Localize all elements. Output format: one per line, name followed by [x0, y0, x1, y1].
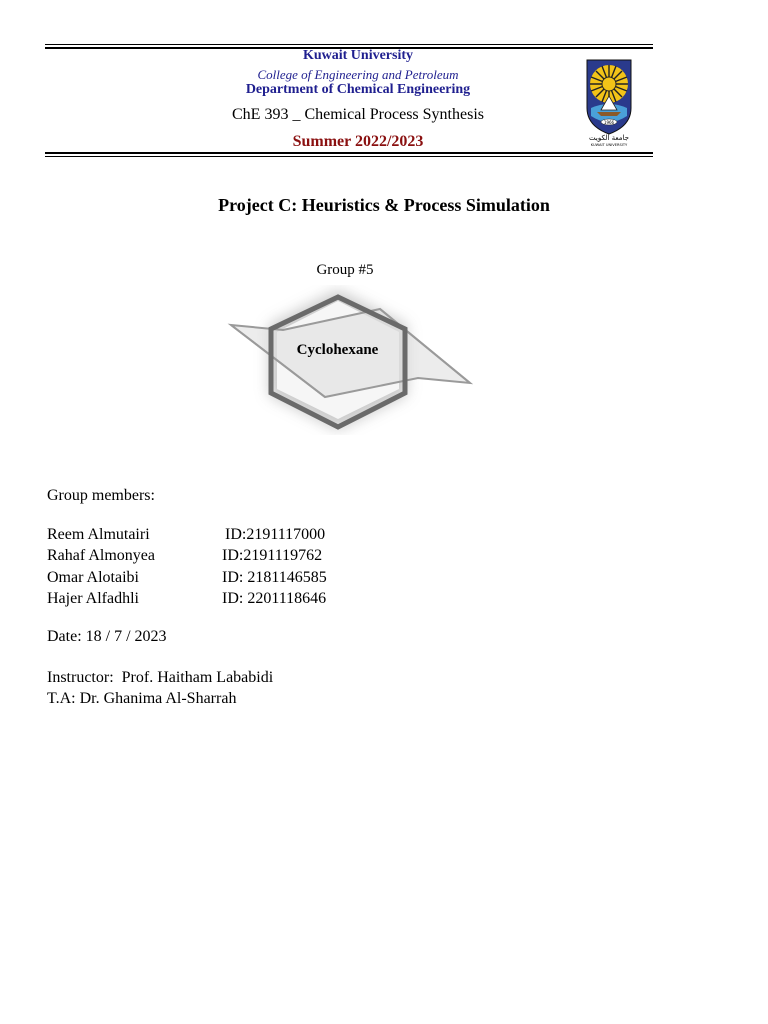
member-id: ID: 2181146585: [222, 569, 327, 586]
ta-line: T.A: Dr. Ghanima Al-Sharrah: [47, 690, 237, 707]
member-id: ID: 2201118646: [222, 590, 327, 607]
university-name: Kuwait University: [302, 48, 414, 63]
member-row: [47, 526, 326, 544]
molecule-label: Cyclohexane: [296, 342, 379, 358]
project-title: Project C: Heuristics & Process Simulation: [218, 195, 550, 215]
member-id: ID:2191117000: [225, 526, 326, 543]
member-row: [47, 590, 327, 608]
college-name: College of Engineering and Petroleum: [257, 67, 459, 82]
member-name: Hajer Alfadhli: [47, 590, 139, 607]
member-name: Rahaf Almonyea: [47, 547, 155, 564]
date-line: Date: 18 / 7 / 2023: [47, 628, 167, 645]
member-name: Reem Almutairi: [47, 526, 150, 543]
logo-year: 1966: [603, 120, 615, 125]
logo-arabic-text: جامعة الكويت: [589, 134, 629, 142]
group-label: Group #5: [316, 262, 374, 278]
member-name: Omar Alotaibi: [47, 569, 139, 586]
course-title: ChE 393 _ Chemical Process Synthesis: [232, 106, 484, 123]
header-bottom-rule: [45, 156, 653, 157]
member-row: [47, 547, 323, 565]
instructor-line: Instructor: Prof. Haitham Lababidi: [47, 669, 274, 686]
kuwait-university-logo: [583, 56, 635, 148]
member-row: [47, 569, 327, 587]
member-id: ID:2191119762: [222, 547, 323, 564]
members-heading: Group members:: [47, 487, 155, 504]
term-label: Summer 2022/2023: [292, 133, 424, 150]
cyclohexane-molecule-graphic: [225, 285, 475, 435]
logo-english-text: KUWAIT UNIVERSITY: [590, 143, 628, 147]
department-name: Department of Chemical Engineering: [245, 82, 471, 97]
header-top-rule: [45, 44, 653, 45]
header-bottom-rule-thick: [45, 152, 653, 154]
